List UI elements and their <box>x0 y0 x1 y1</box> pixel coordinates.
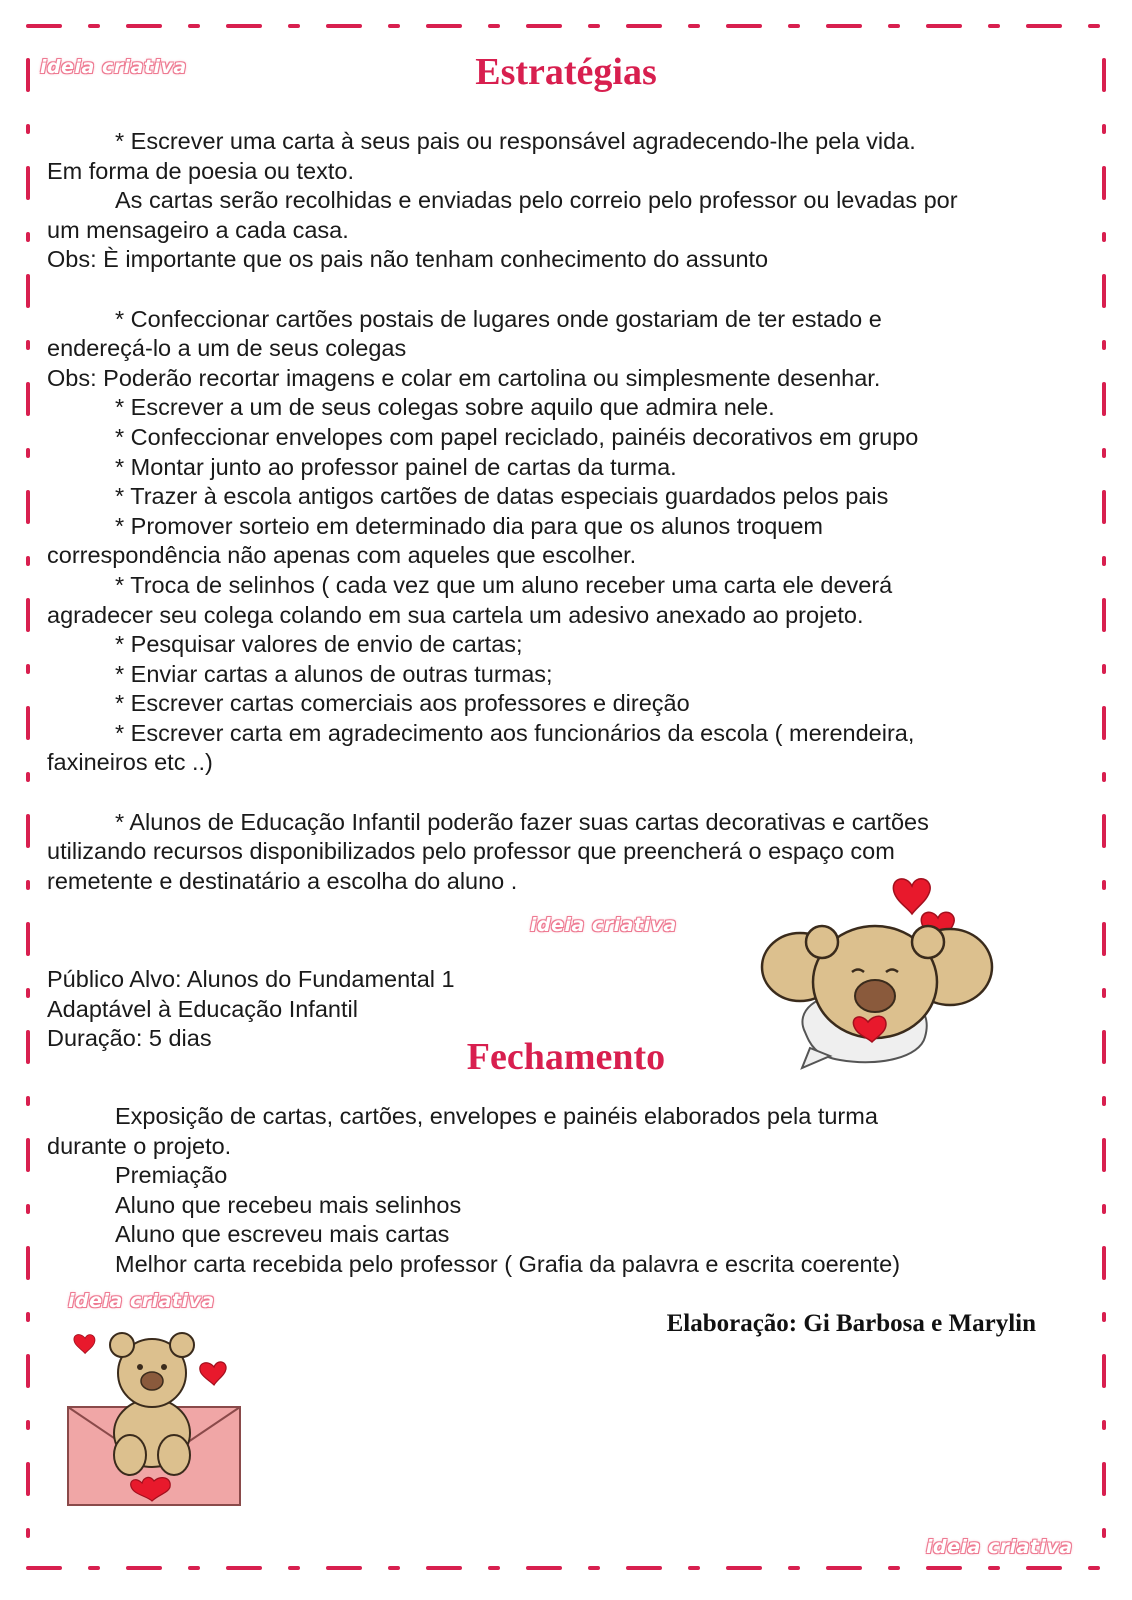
strategy-line: * Escrever carta em agradecimento aos funcionários da escola ( merendeira, <box>115 719 915 746</box>
bear-envelope-illustration <box>62 1315 252 1515</box>
closing-line: Exposição de cartas, cartões, envelopes e painéis elaborados pela turma <box>115 1103 878 1129</box>
watermark-logo: ideia criativa <box>926 1536 1073 1558</box>
strategy-line: um mensageiro a cada casa. <box>47 216 349 243</box>
watermark-logo: ideia criativa <box>68 1290 215 1312</box>
closing-body <box>47 1102 1087 1280</box>
strategy-line: Em forma de poesia ou texto. <box>47 157 354 184</box>
closing-line: Premiação <box>115 1162 228 1189</box>
strategy-line: * Promover sorteio em determinado dia para que os alunos troquem <box>115 512 823 539</box>
strategy-line: * Pesquisar valores de envio de cartas; <box>115 631 523 658</box>
strategy-line: Obs: È importante que os pais não tenham conhecimento do assunto <box>47 246 769 273</box>
strategies-body <box>47 127 1087 896</box>
strategy-line: * Trazer à escola antigos cartões de datas especiais guardados pelos pais <box>115 483 889 510</box>
closing-line: Melhor carta recebida pelo professor ( Grafia da palavra e escrita coerente) <box>115 1250 901 1277</box>
closing-line: Aluno que escreveu mais cartas <box>115 1221 450 1248</box>
strategy-line: * Escrever uma carta à seus pais ou responsável agradecendo-lhe pela vida. <box>115 128 916 154</box>
duration-line: Duração: 5 dias <box>47 1025 212 1052</box>
strategy-line: * Escrever cartas comerciais aos professores e direção <box>115 690 690 717</box>
strategy-line: correspondência não apenas com aqueles que escolher. <box>47 542 637 569</box>
strategy-line: endereçá-lo a um de seus colegas <box>47 335 407 362</box>
strategy-line: utilizando recursos disponibilizados pelo professor que preencherá o espaço com <box>47 838 895 865</box>
closing-line: Aluno que recebeu mais selinhos <box>115 1191 462 1218</box>
strategy-line: * Enviar cartas a alunos de outras turmas; <box>115 660 553 687</box>
strategy-line: agradecer seu colega colando em sua cartela um adesivo anexado ao projeto. <box>47 601 864 628</box>
strategy-line: * Troca de selinhos ( cada vez que um aluno receber uma carta ele deverá <box>115 571 893 598</box>
strategy-line: * Confeccionar envelopes com papel reciclado, painéis decorativos em grupo <box>115 423 919 450</box>
strategy-line: * Escrever a um de seus colegas sobre aquilo que admira nele. <box>115 394 775 421</box>
closing-line: durante o projeto. <box>47 1132 232 1159</box>
strategy-line: * Montar junto ao professor painel de cartas da turma. <box>115 453 677 480</box>
watermark-logo: ideia criativa <box>530 914 677 936</box>
strategy-line: faxineiros etc ..) <box>47 749 213 776</box>
audience-line: Público Alvo: Alunos do Fundamental 1 <box>47 966 455 992</box>
strategy-line: remetente e destinatário a escolha do aluno . <box>47 867 518 894</box>
closing-title: Fechamento <box>466 1036 666 1078</box>
watermark-logo: ideia criativa <box>40 56 187 78</box>
strategies-title: Estratégias <box>475 51 657 93</box>
strategy-line: As cartas serão recolhidas e enviadas pelo correio pelo professor ou levadas por <box>115 187 958 214</box>
adaptable-line: Adaptável à Educação Infantil <box>47 995 358 1022</box>
strategy-line: * Confeccionar cartões postais de lugares onde gostariam de ter estado e <box>115 305 882 332</box>
strategy-line: Obs: Poderão recortar imagens e colar em cartolina ou simplesmente desenhar. <box>47 364 881 391</box>
signature: Elaboração: Gi Barbosa e Marylin <box>666 1310 1036 1337</box>
strategy-line: * Alunos de Educação Infantil poderão fazer suas cartas decorativas e cartões <box>115 808 929 835</box>
